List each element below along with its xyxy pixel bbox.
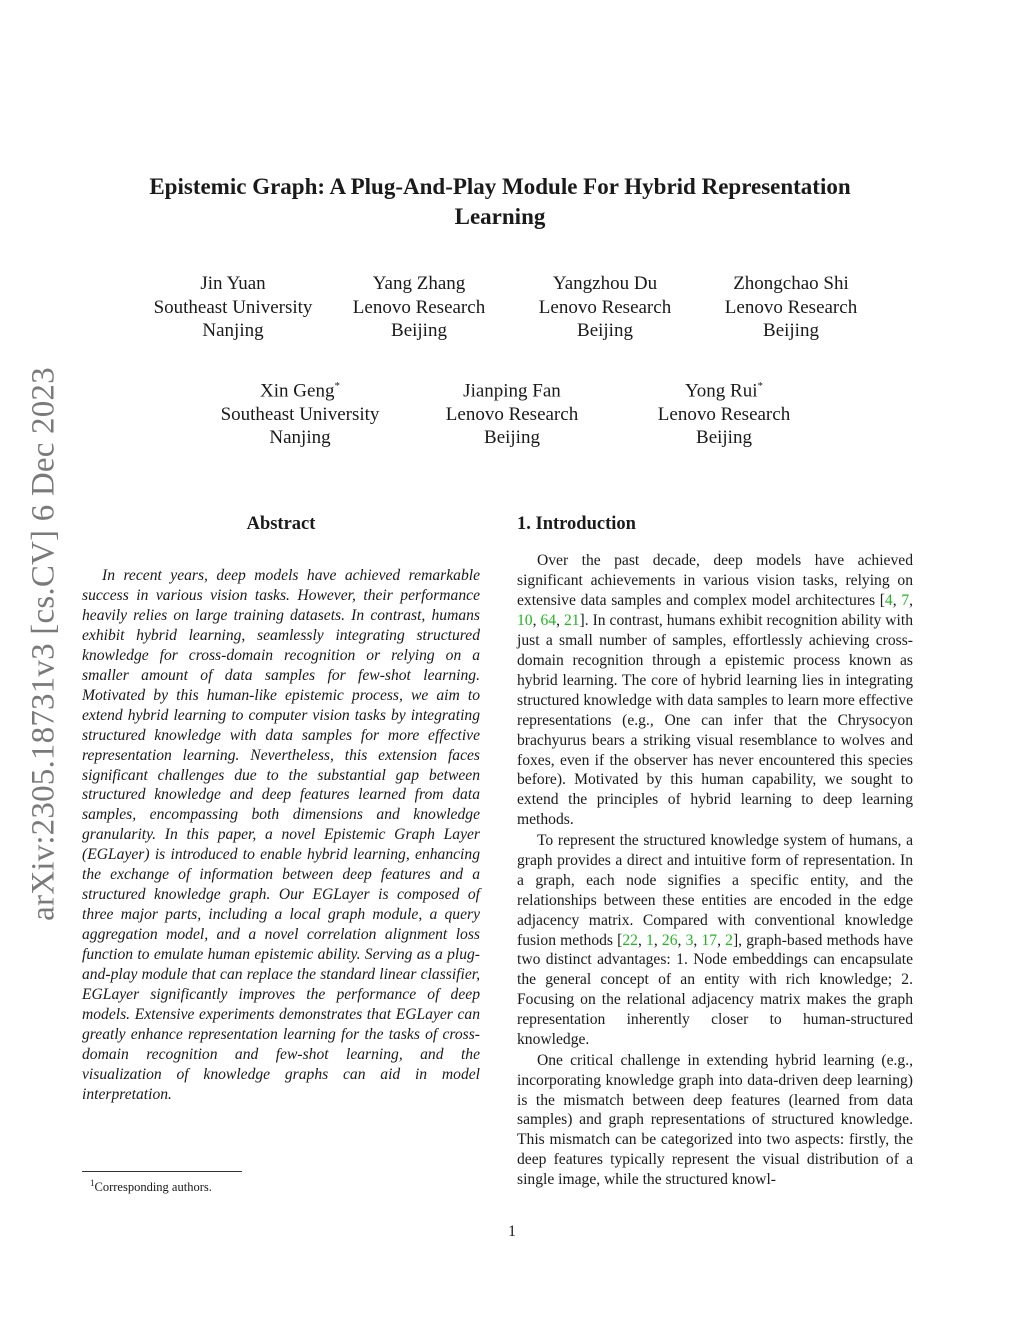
author-block	[698, 272, 884, 343]
author-city: Nanjing	[269, 427, 331, 449]
author-city: Beijing	[391, 320, 447, 341]
author-affiliation: Southeast University	[153, 296, 313, 318]
citation-link[interactable]: 1	[646, 931, 654, 949]
author-affiliation: Lenovo Research	[724, 296, 858, 318]
intro-text: To represent the structured knowledge system of humans, a graph provides a direct and intuitive form of representation. In a graph, each node signifies a specific entity, and the relationships between these entities are encoded in the edge adjacency matrix. Compared with conventional knowledge fusion methods [	[517, 831, 913, 949]
author-block	[326, 272, 512, 343]
author-affiliation: Lenovo Research	[445, 403, 579, 425]
footnote	[90, 1178, 212, 1195]
author-name: Zhongchao Shi	[733, 273, 849, 294]
author-affiliation: Lenovo Research	[352, 296, 486, 318]
abstract-heading: Abstract	[246, 514, 316, 534]
intro-text: ]. In contrast, humans exhibit recognition ability with just a small number of samples, effortlessly achieving cross-domain recognition through a epistemic process known as hybrid learning. The core of hybrid learning lies in integrating structured knowledge with data samples to learn more effective representations (e.g., One can infer that the Chrysocyon brachyurus bears a striking visual resemblance to wolves and foxes, even if the observer has never encountered this species before). Motivated by this human capability, we sought to extend the principles of hybrid learning to deep learning methods.	[517, 611, 914, 829]
author-city: Beijing	[484, 427, 540, 449]
author-name: Yong Rui	[684, 380, 758, 402]
corresponding-mark: *	[334, 380, 340, 392]
intro-paragraph-3: One critical challenge in extending hybrid learning (e.g., incorporating knowledge graph into data-driven deep learning) is the mismatch between deep features (learned from data samples) and graph representations of structured knowledge. This mismatch can be categorized into two aspects: firstly, the deep features typically represent the visual distribution of a single image, while the structured knowl-	[517, 1051, 913, 1189]
author-block	[412, 375, 612, 450]
footnote-divider	[82, 1171, 242, 1172]
intro-paragraph-1: Over the past decade, deep models have achieved significant achievements in various vision tasks, relying on extensive data samples and complex model architectures [4, 7, 10, 64, 21]. In contrast, humans exhibit recognition ability with just a small number of samples, effortlessly achieving cross-domain recognition through a epistemic process known as hybrid learning. The core of hybrid learning lies in integrating structured knowledge with data samples to learn more effective representations (e.g., One can infer that the Chrysocyon brachyurus bears a striking visual resemblance to wolves and foxes, even if the observer has never encountered this species before). Motivated by this human capability, we sought to extend the principles of hybrid learning to deep learning methods.	[517, 552, 914, 829]
citation-link[interactable]: 17	[701, 931, 718, 949]
citation-link[interactable]: 2	[725, 931, 733, 949]
citation-link[interactable]: 21	[563, 611, 580, 629]
citation-link[interactable]: 64	[540, 611, 557, 629]
author-name-line	[200, 375, 400, 403]
page-number: 1	[508, 1223, 516, 1240]
author-name: Xin Geng	[260, 380, 335, 402]
author-row-1	[0, 272, 1024, 343]
citation-link[interactable]: 26	[661, 931, 678, 949]
author-block	[512, 272, 698, 343]
author-affiliation: Lenovo Research	[657, 403, 791, 425]
intro-paragraph-2: To represent the structured knowledge system of humans, a graph provides a direct and intuitive form of representation. In a graph, each node signifies a specific entity, and the relationships between these entities are encoded in the edge adjacency matrix. Compared with conventional knowledge fusion methods [22, 1, 26, 3, 17, 2], graph-based methods have two distinct advantages: 1. Node embeddings can encapsulate the general concept of an entity with rich knowledge; 2. Focusing on the relational adjacency matrix makes the graph representation inherently closer to human-structured knowledge.	[517, 831, 914, 1049]
author-city: Beijing	[763, 320, 819, 341]
author-city: Beijing	[577, 320, 633, 341]
author-city: Nanjing	[202, 320, 264, 341]
abstract-body: In recent years, deep models have achieved remarkable success in various vision tasks. However, their performance heavily relies on large training datasets. In contrast, humans exhibit hybrid learning, seamlessly integrating structured knowledge for cross-domain recognition or relying on a smaller amount of data samples for few-shot learning. Motivated by this human-like epistemic process, we aim to extend hybrid learning to computer vision tasks by integrating structured knowledge with data samples for more effective representation learning. Nevertheless, this extension faces significant challenges due to the substantial gap between structured knowledge and deep features learned from data samples, encompassing both dimensions and knowledge granularity. In this paper, a novel Epistemic Graph Layer (EGLayer) is introduced to enable hybrid learning, enhancing the exchange of information between deep features and a structured knowledge graph. Our EGLayer is composed of three major parts, including a local graph module, a query aggregation model, and a novel correlation alignment loss function to emulate human epistemic ability. Serving as a plug-and-play module that can replace the standard linear classifier, EGLayer significantly improves the performance of deep models. Extensive experiments demonstrates that EGLayer can greatly enhance representation learning for the tasks of cross-domain recognition and few-shot learning, and the visualization of knowledge graphs can aid in model interpretation.	[82, 567, 480, 1103]
author-name: Yang Zhang	[372, 273, 466, 294]
author-block	[624, 375, 824, 450]
corresponding-mark: *	[757, 380, 764, 392]
author-name-line	[412, 375, 612, 403]
intro-text: ], graph-based methods have two distinct advantages: 1. Node embeddings can encapsulate the general concept of an entity with rich knowledge; 2. Focusing on the relational adjacency matrix makes the graph representation inherently closer to human-structured knowledge.	[517, 931, 914, 1049]
author-city: Beijing	[696, 427, 752, 449]
citation-link[interactable]: 7	[901, 591, 910, 609]
author-name: Jianping Fan	[463, 380, 561, 402]
author-name-line	[624, 375, 824, 403]
author-row-2	[0, 375, 1024, 450]
paper-title: Epistemic Graph: A Plug-And-Play Module For Hybrid Representation Learning	[149, 174, 851, 229]
introduction-heading: 1. Introduction	[517, 514, 636, 534]
author-name: Jin Yuan	[200, 273, 266, 294]
author-affiliation: Southeast University	[220, 403, 380, 425]
citation-link[interactable]: 22	[622, 931, 638, 949]
citation-link[interactable]: 4	[884, 591, 893, 609]
author-affiliation: Lenovo Research	[538, 296, 672, 318]
citation-link[interactable]: 10	[517, 611, 533, 629]
introduction-body	[517, 551, 913, 1191]
author-name: Yangzhou Du	[552, 273, 658, 294]
author-block	[140, 272, 326, 343]
author-block	[200, 375, 400, 450]
intro-text: Over the past decade, deep models have achieved significant achievements in various vision tasks, relying on extensive data samples and complex model architectures [	[517, 552, 913, 609]
footnote-text: Corresponding authors.	[94, 1180, 212, 1195]
arxiv-identifier: arXiv:2305.18731v3 [cs.CV] 6 Dec 2023	[25, 367, 62, 921]
footnote-mark: 1	[90, 1178, 95, 1188]
citation-link[interactable]: 3	[685, 931, 694, 949]
